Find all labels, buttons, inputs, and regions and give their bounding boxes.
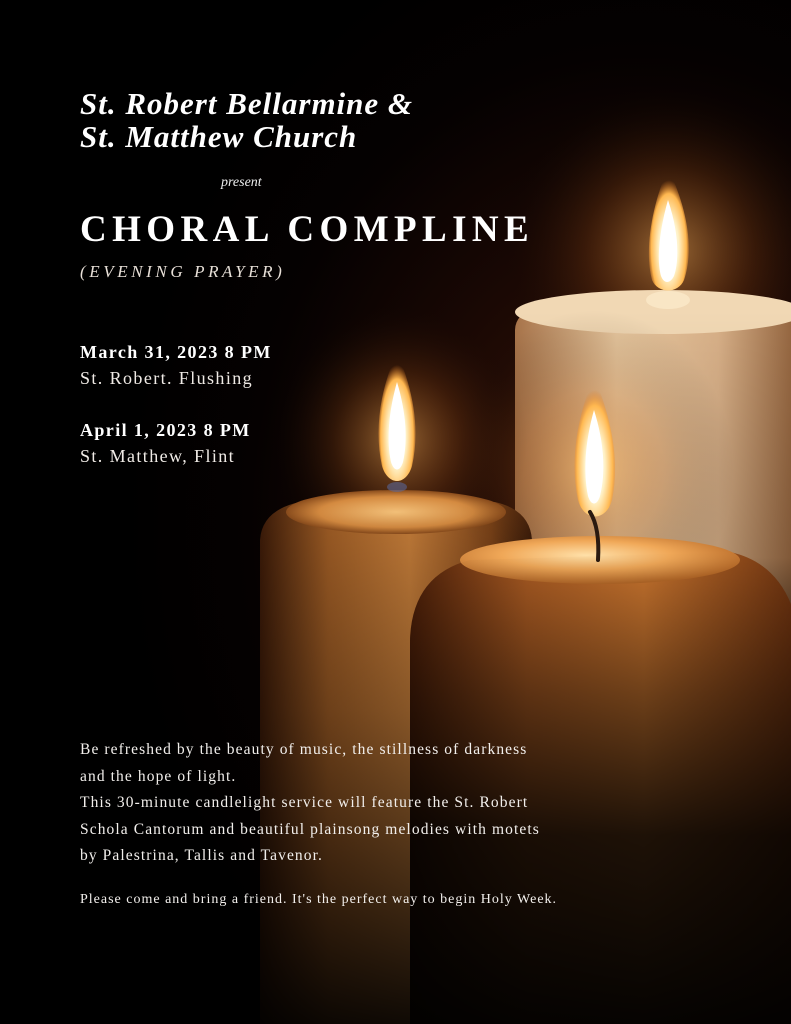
description-line: by Palestrina, Tallis and Tavenor. (80, 847, 324, 864)
present-label: present (221, 175, 262, 190)
church-name-line-2: St. Matthew Church (80, 119, 358, 154)
event-title: CHORAL COMPLINE (80, 209, 535, 250)
church-name-line-1: St. Robert Bellarmine & (80, 86, 414, 121)
description-line: This 30-minute candlelight service will feature the St. Robert (80, 794, 529, 811)
event-subtitle: (EVENING PRAYER) (80, 262, 286, 281)
description-line: and the hope of light. (80, 767, 237, 785)
event-date-2: April 1, 2023 8 PM (80, 420, 251, 440)
event-description (80, 737, 720, 870)
event-place-1: St. Robert. Flushing (80, 368, 254, 388)
event-place-2: St. Matthew, Flint (80, 446, 236, 466)
invitation-text: Please come and bring a friend. It's the perfect way to begin Holy Week. (80, 892, 558, 907)
event-date-1: March 31, 2023 8 PM (80, 342, 272, 362)
description-line: Schola Cantorum and beautiful plainsong melodies with motets (80, 820, 540, 838)
description-line: Be refreshed by the beauty of music, the stillness of darkness (80, 741, 528, 758)
